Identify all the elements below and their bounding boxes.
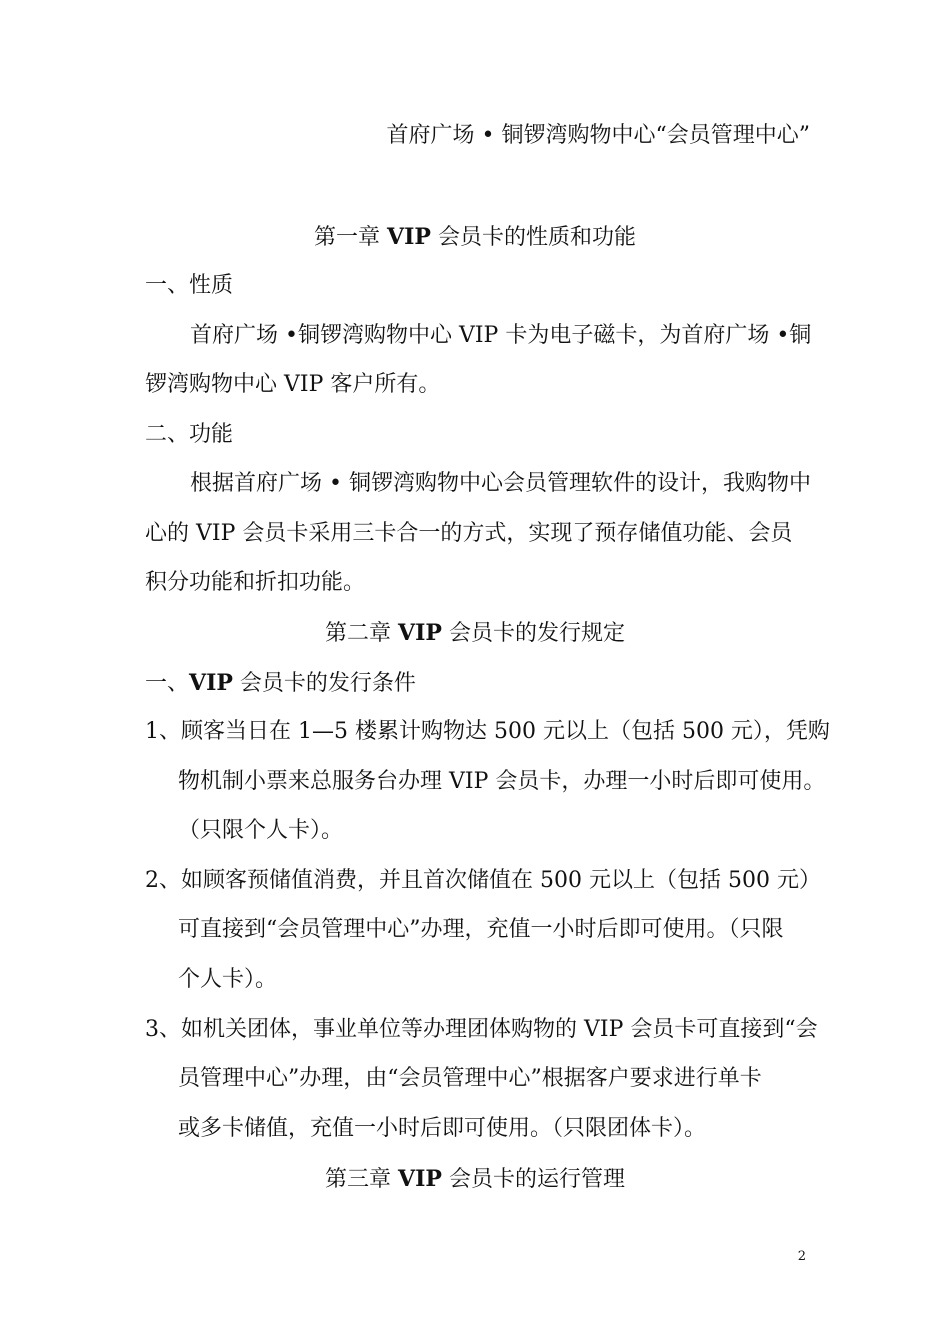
chapter-2-vip: VIP [398,620,442,646]
list-item-2-line-2: 可直接到“会员管理中心”办理，充值一小时后即可使用。（只限 [178,917,784,942]
chapter-3-title-rest: 会员卡的运行管理 [448,1167,625,1192]
section-function-paragraph-line-1: 根据首府广场 • 铜锣湾购物中心会员管理软件的设计，我购物中 [190,471,811,496]
list-item-3-line-1: 3、如机关团体，事业单位等办理团体购物的 VIP 会员卡可直接到“会 [145,1017,818,1042]
chapter-3-vip: VIP [398,1166,442,1192]
list-item-2-line-1: 2、如顾客预储值消费，并且首次储值在 500 元以上（包括 500 元） [145,868,821,893]
list-item-1-line-2: 物机制小票来总服务台办理 VIP 会员卡，办理一小时后即可使用。 [178,769,826,794]
section-nature-paragraph-line-1: 首府广场 •铜锣湾购物中心 VIP 卡为电子磁卡，为首府广场 •铜 [190,323,812,348]
section-issue-vip: VIP [189,670,233,696]
page-number: 2 [797,1249,806,1264]
section-nature-heading: 一、性质 [145,273,234,298]
chapter-2-title-rest: 会员卡的发行规定 [448,621,625,646]
section-function-heading: 二、功能 [145,422,234,447]
section-issue-conditions-heading [145,668,416,699]
section-function-paragraph-line-3: 积分功能和折扣功能。 [145,570,366,595]
list-item-1-line-3: （只限个人卡）。 [178,818,344,843]
list-item-3-line-2: 员管理中心”办理，由“会员管理中心”根据客户要求进行单卡 [178,1066,762,1091]
chapter-3-title [0,1164,950,1195]
document-header-title: 首府广场 • 铜锣湾购物中心“会员管理中心” [386,123,810,148]
chapter-1-vip: VIP [387,224,431,250]
list-item-3-line-3: 或多卡储值，充值一小时后即可使用。（只限团体卡）。 [178,1116,707,1141]
chapter-3-prefix: 第三章 [325,1167,392,1192]
chapter-2-prefix: 第二章 [325,621,392,646]
list-item-2-line-3: 个人卡）。 [178,967,278,992]
section-issue-rest: 会员卡的发行条件 [239,671,416,696]
chapter-1-prefix: 第一章 [314,225,381,250]
chapter-1-title-rest: 会员卡的性质和功能 [437,225,636,250]
list-item-1-line-1: 1、顾客当日在 1—5 楼累计购物达 500 元以上（包括 500 元），凭购 [145,719,830,744]
section-issue-prefix: 一、 [145,671,190,696]
section-nature-paragraph-line-2: 锣湾购物中心 VIP 客户所有。 [145,372,441,397]
chapter-2-title [0,618,950,649]
section-function-paragraph-line-2: 心的 VIP 会员卡采用三卡合一的方式，实现了预存储值功能、会员 [145,521,793,546]
chapter-1-title [0,222,950,253]
